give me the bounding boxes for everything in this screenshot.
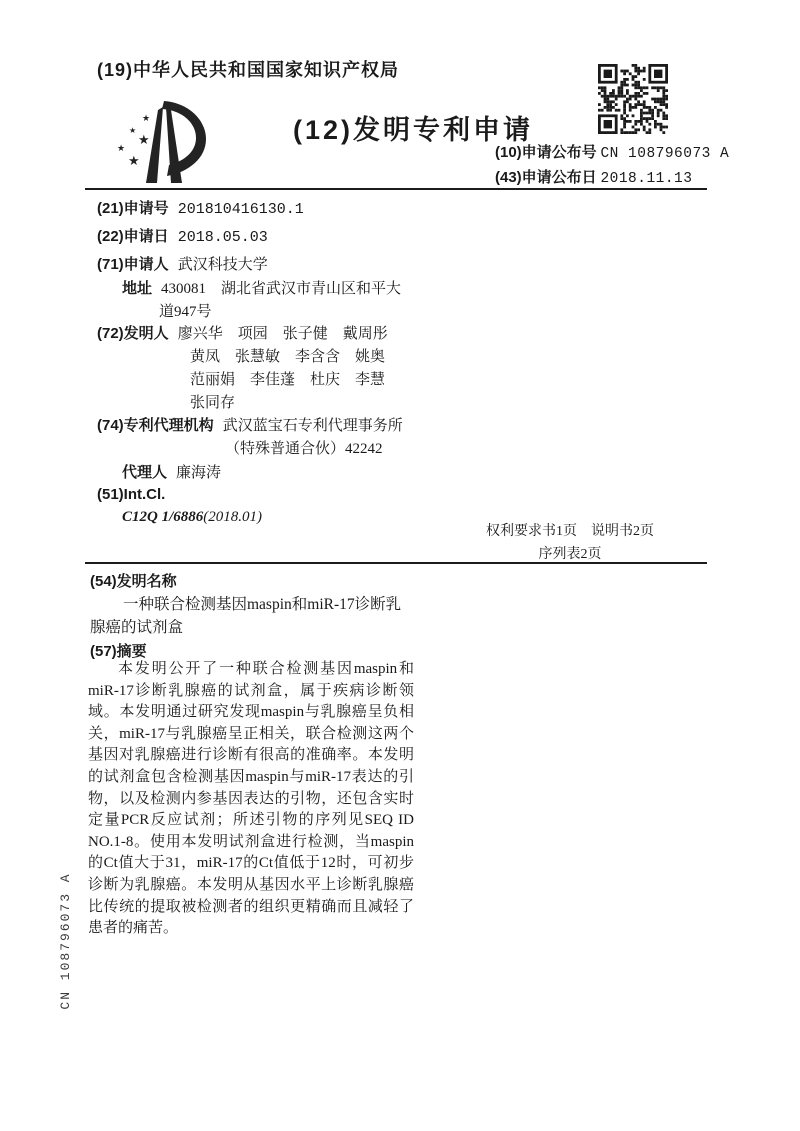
- inventors-label: (72)发明人: [97, 325, 169, 342]
- address-label: 地址: [122, 280, 153, 297]
- address-row: [122, 277, 401, 301]
- publication-info: [495, 141, 729, 191]
- application-number-row: [97, 197, 304, 221]
- side-publication-number: CN 108796073 A: [58, 872, 73, 1010]
- publication-date-label: (43)申请公布日: [495, 169, 597, 186]
- svg-text:★: ★: [117, 143, 126, 153]
- agency-line2: （特殊普通合伙）42242: [225, 441, 383, 457]
- ipc-block: [97, 483, 262, 529]
- publication-number-row: [495, 141, 729, 166]
- ipc-code: C12Q 1/6886: [122, 509, 204, 525]
- agent-name: 廉海涛: [176, 465, 222, 481]
- applicant-value: 武汉科技大学: [177, 257, 268, 273]
- application-date-row: [97, 225, 268, 249]
- qr-code: [598, 64, 668, 134]
- svg-text:★: ★: [129, 126, 137, 135]
- ipc-version-year: (2018.01): [203, 509, 263, 525]
- agency-name: 武汉蓝宝石专利代理事务所: [222, 418, 403, 434]
- invention-title-line1: 一种联合检测基因maspin和miR-17诊断乳: [123, 596, 402, 613]
- patent-office-name: (19)中华人民共和国国家知识产权局: [97, 60, 400, 80]
- application-date-value: 2018.05.03: [177, 229, 268, 246]
- ipc-classification: [122, 506, 262, 529]
- invention-title-line2: 腺癌的试剂盒: [90, 619, 184, 636]
- section-divider: [85, 562, 707, 564]
- inventors-line1: 廖兴华 项园 张子健 戴周彤: [177, 326, 388, 342]
- agent-row: [122, 461, 403, 485]
- address-line1: 430081 湖北省武汉市青山区和平大: [161, 281, 402, 297]
- applicant-row: [97, 253, 401, 277]
- publication-number-value: CN 108796073 A: [600, 146, 730, 162]
- abstract-text: 本发明公开了一种联合检测基因maspin和miR-17诊断乳腺癌的试剂盒，属于疾病诊断领域。本发明通过研究发现maspin与乳腺癌呈负相关，miR-17与乳腺癌呈正相关，联合检测这两个基因对乳腺癌进行诊断有很高的准确率。本发明的试剂盒包含检测基因maspin与miR-17表达的引物，以及检测内参基因表达的引物，还包含实时定量PCR反应试剂；所述引物的序列见SEQ ID NO.1-8。使用本发明试剂盒进行检测，当maspin的Ct值大于31，miR-17的Ct值低于12时，可初步诊断为乳腺癌。本发明从基因水平上诊断乳腺癌比传统的提取被检测者的组织更精确而且减轻了患者的痛苦。: [88, 661, 414, 937]
- agency-block: [97, 414, 403, 485]
- inventors-block: [97, 322, 388, 415]
- header-divider: [85, 188, 707, 190]
- inventors-line4: 张同存: [190, 395, 236, 411]
- cnipa-logo-icon: [112, 95, 224, 187]
- application-number-label: (21)申请号: [97, 200, 169, 217]
- svg-text:★: ★: [142, 113, 151, 123]
- page-counts: [430, 520, 710, 566]
- ipc-label: (51)Int.Cl.: [97, 486, 166, 503]
- agency-label: (74)专利代理机构: [97, 417, 214, 434]
- application-number-value: 201810416130.1: [177, 201, 304, 218]
- application-date-label: (22)申请日: [97, 228, 169, 245]
- applicant-label: (71)申请人: [97, 256, 169, 273]
- applicant-block: [97, 253, 401, 324]
- invention-title: [90, 593, 401, 639]
- inventors-row: [97, 322, 388, 346]
- publication-date-value: 2018.11.13: [600, 171, 693, 187]
- svg-text:★: ★: [128, 153, 140, 168]
- invention-title-label: (54)发明名称: [90, 573, 177, 590]
- page-counts-line1: 权利要求书1页 说明书2页: [486, 524, 654, 539]
- inventors-line3: 范丽娟 李佳蓬 杜庆 李慧: [190, 372, 386, 388]
- inventors-line2: 黄凤 张慧敏 李含含 姚奥: [190, 349, 386, 365]
- svg-text:★: ★: [138, 132, 150, 147]
- document-type-title: (12)发明专利申请: [293, 115, 534, 145]
- agent-label: 代理人: [122, 464, 168, 481]
- abstract-label: (57)摘要: [90, 643, 147, 660]
- page-counts-line2: 序列表2页: [538, 547, 602, 562]
- publication-number-label: (10)申请公布号: [495, 144, 597, 161]
- agency-row: [97, 414, 403, 438]
- address-line2: 道947号: [159, 304, 212, 320]
